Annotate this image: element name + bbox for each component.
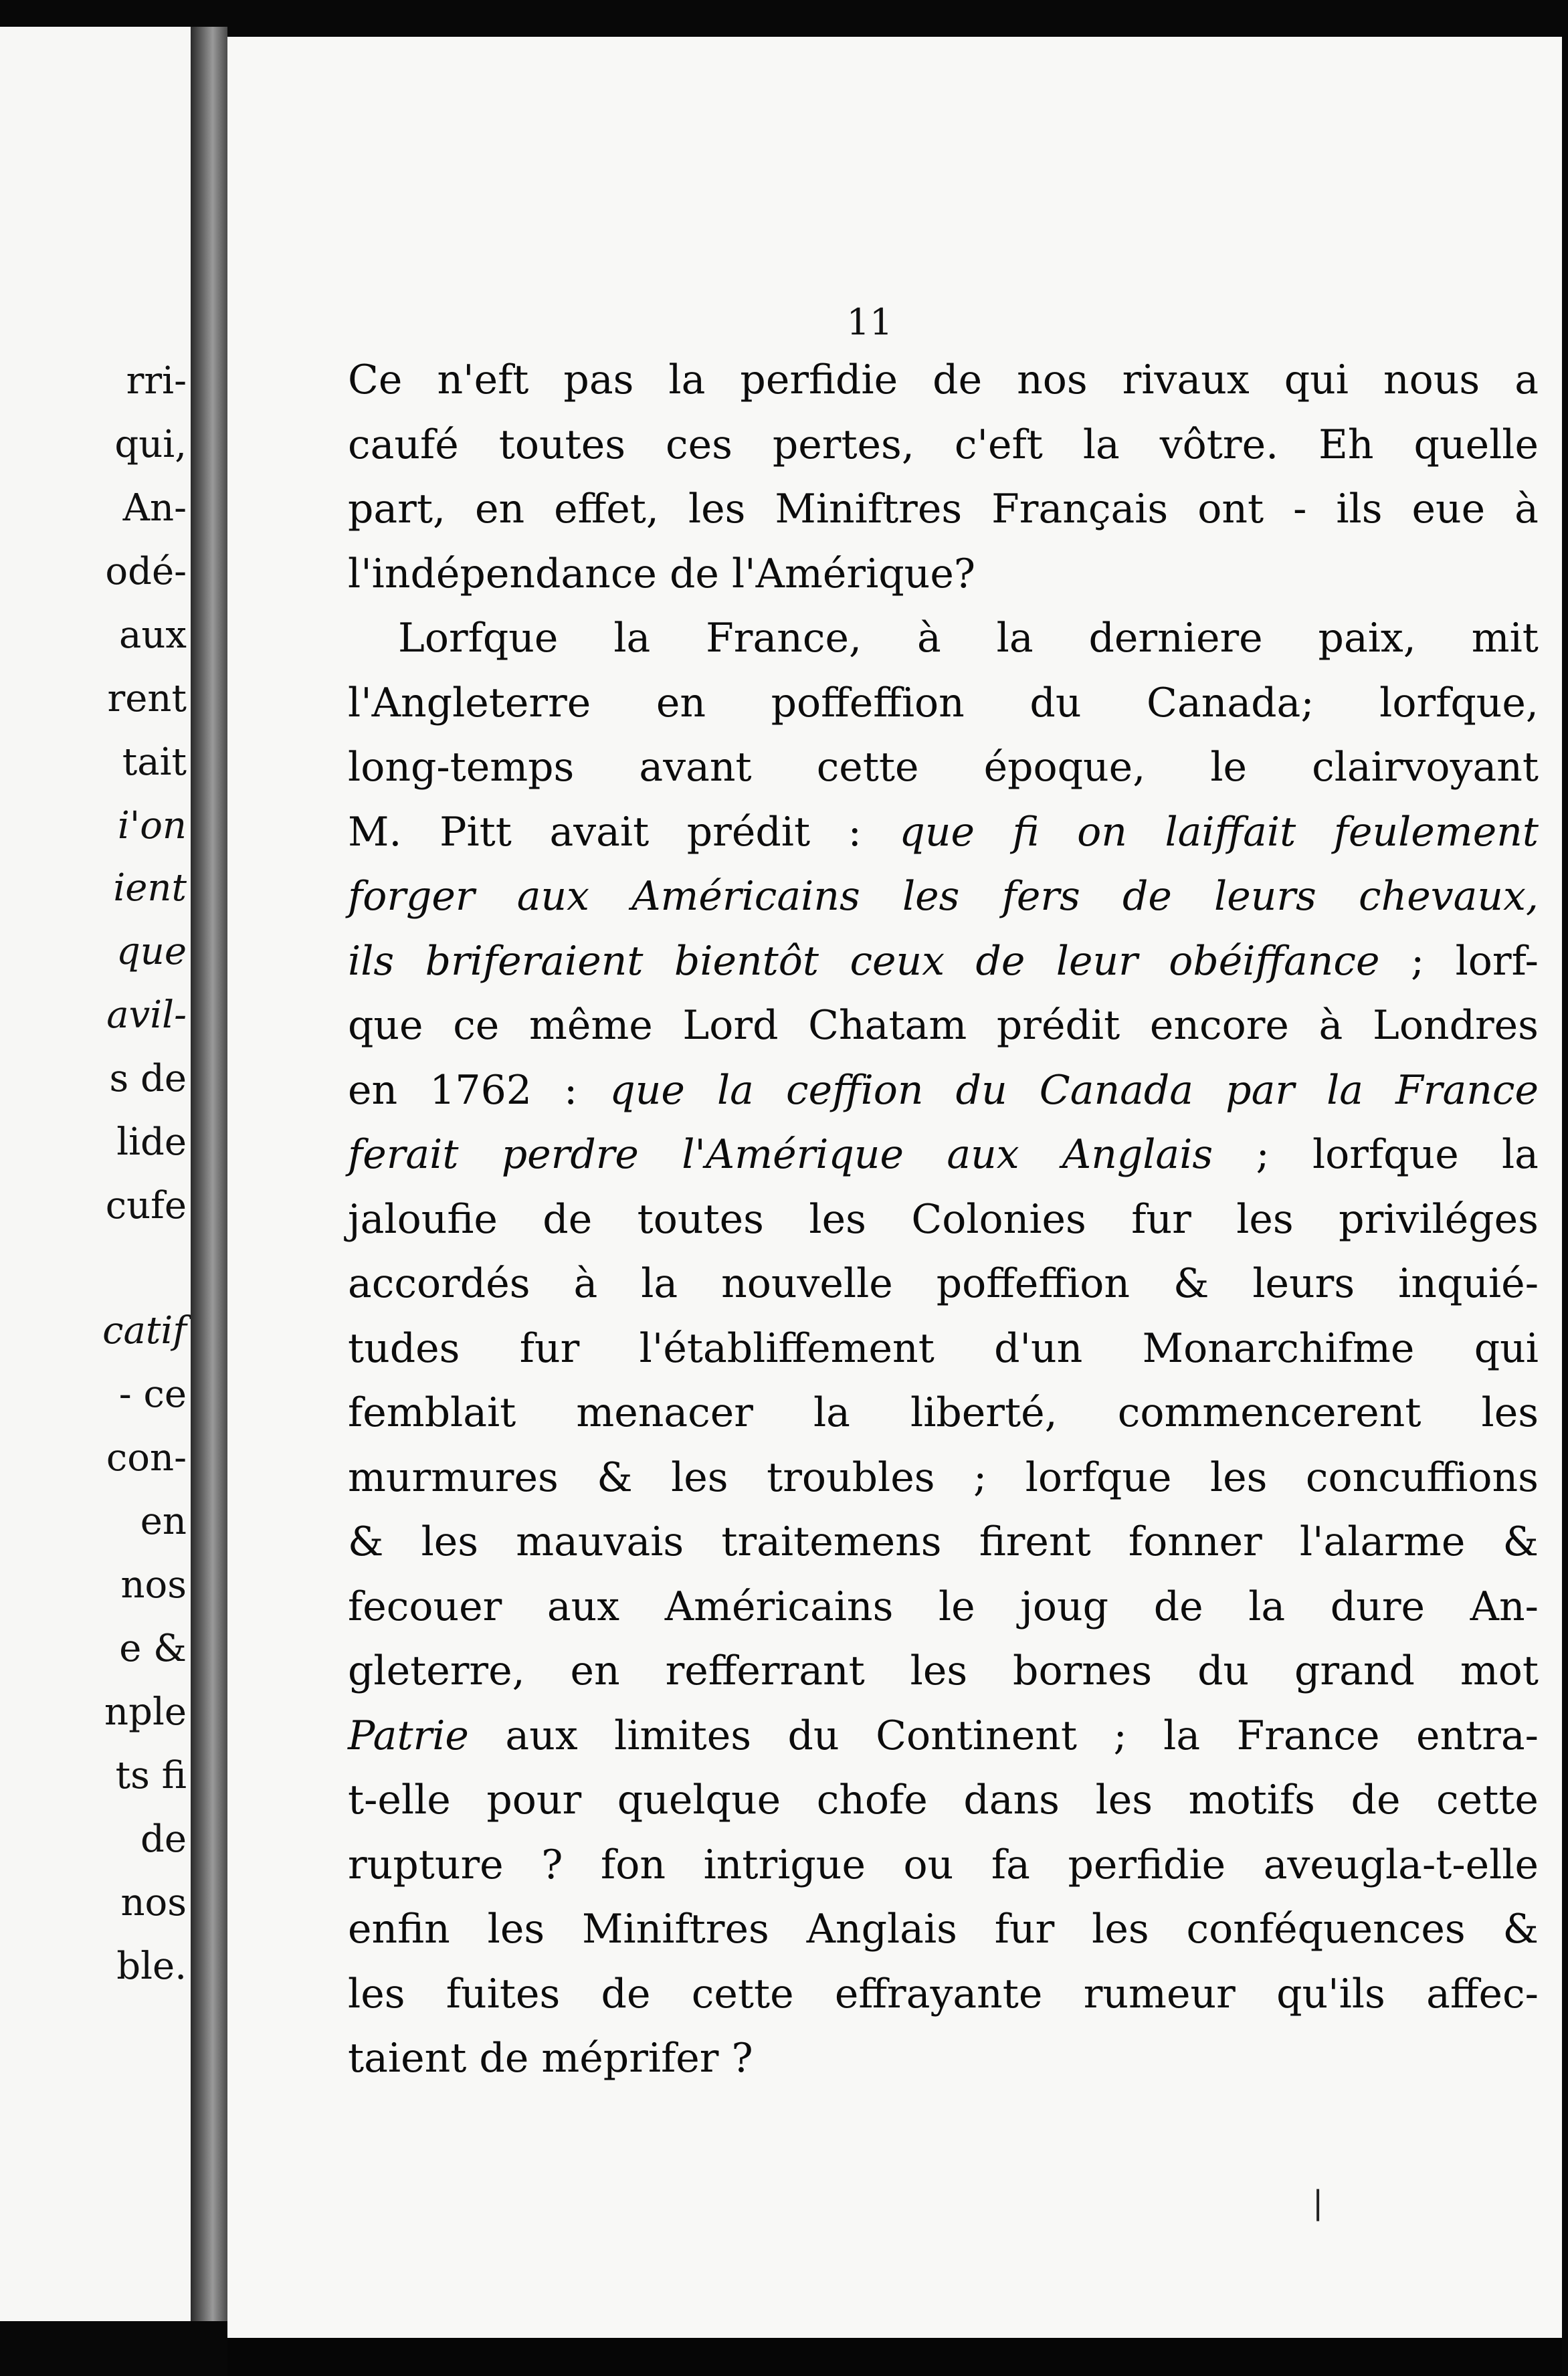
word: d'un xyxy=(994,1324,1083,1372)
word: France xyxy=(1236,1712,1380,1759)
word: la xyxy=(641,1260,678,1307)
word: lorf- xyxy=(1455,937,1539,985)
word: encore xyxy=(1149,1002,1289,1049)
word: en xyxy=(570,1648,620,1694)
previous-page-fragment xyxy=(0,27,191,2321)
word: & xyxy=(1502,1518,1539,1565)
word: la xyxy=(1327,1066,1364,1114)
word: forger xyxy=(348,873,475,920)
word: M. xyxy=(348,808,402,856)
word: Lord xyxy=(682,1002,779,1049)
word: rumeur xyxy=(1083,1970,1236,2017)
word: de xyxy=(1351,1777,1401,1823)
word: les xyxy=(809,1195,866,1243)
word: dure xyxy=(1330,1583,1426,1630)
word: & xyxy=(1173,1260,1209,1307)
word: paix, xyxy=(1318,615,1416,662)
word: l'établiffement xyxy=(639,1324,935,1372)
word: en xyxy=(475,486,525,532)
word: nos xyxy=(1017,357,1088,403)
word: du xyxy=(955,1066,1007,1114)
word: murmures xyxy=(348,1454,559,1501)
word: bientôt xyxy=(674,937,819,985)
word: Eh xyxy=(1318,421,1374,468)
word: de xyxy=(1153,1583,1203,1630)
text-line xyxy=(348,551,1539,615)
word: quelle xyxy=(1413,421,1539,468)
word: poffeffion xyxy=(771,679,965,726)
left-page-line-fragment: ts fi xyxy=(115,1754,187,1797)
word: les xyxy=(671,1454,728,1501)
word: le xyxy=(1210,744,1248,791)
left-page-line-fragment: aux xyxy=(118,613,187,657)
word: avant xyxy=(639,744,752,791)
word: la xyxy=(1163,1712,1201,1759)
word: à xyxy=(916,615,941,662)
word: - xyxy=(1293,486,1307,532)
word: n'eft xyxy=(437,357,529,403)
left-page-line-fragment: nos xyxy=(120,1563,187,1607)
word: prédit xyxy=(686,808,811,856)
left-page-line-fragment: con- xyxy=(106,1436,187,1480)
word: Lorfque xyxy=(398,615,559,662)
left-page-line-fragment: An- xyxy=(122,486,187,530)
word: en xyxy=(348,1066,398,1114)
word: ils xyxy=(1336,486,1383,532)
word: même xyxy=(528,1002,653,1049)
text-line xyxy=(348,938,1539,1003)
word: de xyxy=(1122,873,1172,920)
word: aux xyxy=(505,1712,578,1759)
word: jaloufie xyxy=(348,1195,498,1243)
word: feulement xyxy=(1333,808,1539,856)
word: firent xyxy=(979,1518,1091,1565)
word: que xyxy=(348,1002,423,1049)
word: mauvais xyxy=(516,1518,684,1565)
word: leurs xyxy=(1214,873,1316,920)
word: leur xyxy=(1056,937,1138,985)
text-line xyxy=(348,1454,1539,1519)
word: fonner xyxy=(1128,1518,1262,1565)
text-line xyxy=(348,809,1539,874)
word: Américains xyxy=(664,1583,894,1630)
word: qui xyxy=(1474,1324,1539,1372)
text-line xyxy=(348,2035,1539,2100)
left-page-line-fragment: ble. xyxy=(116,1945,187,1988)
left-page-line-fragment: - ce xyxy=(118,1373,187,1416)
word: quelque xyxy=(617,1777,781,1823)
word: caufé xyxy=(348,421,459,468)
word: inquié- xyxy=(1398,1260,1539,1307)
word: Londres xyxy=(1372,1002,1539,1049)
word: pertes, xyxy=(772,421,914,468)
word: priviléges xyxy=(1339,1195,1539,1243)
left-page-line-fragment: nple xyxy=(104,1690,187,1734)
word: les xyxy=(1209,1454,1268,1501)
left-page-line-fragment: nos xyxy=(120,1881,187,1924)
word: lorfque xyxy=(1312,1131,1459,1178)
word: nous xyxy=(1383,357,1480,403)
word: fecouer xyxy=(348,1583,502,1630)
word: intrigue xyxy=(703,1841,866,1888)
word: du xyxy=(1197,1648,1250,1694)
word: Canada xyxy=(1039,1066,1194,1114)
word: t-elle xyxy=(348,1777,451,1823)
word: les xyxy=(1095,1777,1153,1823)
word: fa xyxy=(991,1841,1030,1888)
word: de xyxy=(975,937,1025,985)
word: motifs xyxy=(1188,1777,1315,1823)
word: ; xyxy=(1256,1131,1270,1178)
word: poffeffion xyxy=(936,1260,1131,1307)
word: part, xyxy=(348,486,446,532)
word: que xyxy=(609,1066,685,1114)
word: la xyxy=(1248,1583,1286,1630)
word: par xyxy=(1226,1066,1295,1114)
word: Patrie xyxy=(348,1712,469,1759)
word: leurs xyxy=(1252,1260,1355,1307)
page-bottom-edge xyxy=(227,2338,1562,2376)
word: Pitt xyxy=(439,808,512,856)
left-page-line-fragment: lide xyxy=(116,1120,187,1164)
word: du xyxy=(1030,679,1082,726)
word: troubles xyxy=(767,1454,935,1501)
word: menacer xyxy=(576,1389,753,1436)
word: de xyxy=(933,357,983,403)
word: ? xyxy=(541,1841,563,1888)
word: qui xyxy=(1284,357,1349,403)
text-line xyxy=(348,615,1539,680)
word: grand xyxy=(1294,1648,1415,1694)
text-line xyxy=(348,1389,1539,1454)
word: c'eft xyxy=(954,421,1043,468)
text-line xyxy=(348,1648,1539,1712)
text-line xyxy=(348,744,1539,809)
word: chofe xyxy=(816,1777,928,1823)
text-line xyxy=(348,1842,1539,1906)
word: Monarchifme xyxy=(1142,1324,1415,1372)
text-line xyxy=(348,486,1539,551)
word: & xyxy=(1502,1906,1539,1953)
word: ; xyxy=(973,1454,987,1501)
word: du xyxy=(787,1712,840,1759)
word: les xyxy=(1092,1906,1149,1953)
word: perdre xyxy=(501,1131,639,1178)
word: ceffion xyxy=(786,1066,924,1114)
word: & xyxy=(348,1518,384,1565)
word: les xyxy=(902,873,960,920)
left-page-line-fragment: rent xyxy=(107,677,187,720)
word: ces xyxy=(665,421,732,468)
stray-mark: ❘ xyxy=(1304,2184,1332,2221)
word: nouvelle xyxy=(721,1260,893,1307)
word: concuffions xyxy=(1305,1454,1539,1501)
left-page-line-fragment: i'on xyxy=(117,804,187,848)
word: France xyxy=(1395,1066,1539,1114)
word: long-temps xyxy=(348,744,575,791)
word: lorfque xyxy=(1025,1454,1172,1501)
word: ils xyxy=(348,937,395,985)
left-page-line-fragment: que xyxy=(116,930,187,973)
word: : xyxy=(848,808,862,856)
left-page-line-fragment: qui, xyxy=(114,423,187,466)
word: les xyxy=(1481,1389,1539,1436)
word: avait xyxy=(549,808,650,856)
text-line xyxy=(348,1583,1539,1648)
word: à xyxy=(1514,486,1539,532)
word: vôtre. xyxy=(1159,421,1279,468)
text-line xyxy=(348,1325,1539,1390)
word: les xyxy=(421,1518,479,1565)
word: que xyxy=(899,808,975,856)
text-line xyxy=(348,873,1539,938)
word: ceux xyxy=(850,937,945,985)
left-page-line-fragment: odé- xyxy=(105,550,187,593)
text-line xyxy=(348,1777,1539,1842)
word: Américains xyxy=(631,873,860,920)
word: 1762 xyxy=(429,1066,532,1114)
text-line xyxy=(348,1002,1539,1067)
word: bornes xyxy=(1013,1648,1153,1694)
text-line xyxy=(348,357,1539,421)
word: obéiffance xyxy=(1169,937,1380,985)
word: toutes xyxy=(498,421,625,468)
word: accordés xyxy=(348,1260,530,1307)
word: la xyxy=(668,357,706,403)
word: ferait xyxy=(348,1131,459,1178)
word: époque, xyxy=(983,744,1146,791)
word: traitemens xyxy=(721,1518,942,1565)
word: de xyxy=(601,1970,651,2017)
body-text xyxy=(348,357,1539,2100)
word: Colonies xyxy=(911,1195,1086,1243)
word: mot xyxy=(1460,1648,1539,1694)
word: femblait xyxy=(348,1389,516,1436)
word: joug xyxy=(1020,1583,1109,1630)
word: commencerent xyxy=(1117,1389,1422,1436)
word: effrayante xyxy=(834,1970,1043,2017)
word: rupture xyxy=(348,1841,504,1888)
word: l'Amérique xyxy=(682,1131,904,1178)
left-page-line-fragment: avil- xyxy=(106,993,187,1037)
word: a xyxy=(1514,357,1539,403)
left-page-line-fragment: ient xyxy=(113,866,187,910)
word: Canada; xyxy=(1147,679,1314,726)
word: la xyxy=(1501,1131,1539,1178)
word: mit xyxy=(1471,615,1539,662)
word: cette xyxy=(1436,1777,1539,1823)
word: l'alarme xyxy=(1299,1518,1466,1565)
word: dans xyxy=(963,1777,1060,1823)
left-page-line-fragment: catif xyxy=(102,1309,187,1353)
word: pour xyxy=(486,1777,582,1823)
word: fi xyxy=(1012,808,1040,856)
word: fur xyxy=(1131,1195,1191,1243)
word: pas xyxy=(563,357,634,403)
word: les xyxy=(348,1970,405,2017)
left-page-line-fragment: tait xyxy=(122,740,187,784)
word: affec- xyxy=(1426,1970,1539,2017)
word: derniere xyxy=(1088,615,1263,662)
word: la xyxy=(716,1066,754,1114)
word: enfin xyxy=(348,1906,450,1953)
word: cette xyxy=(691,1970,794,2017)
text-line xyxy=(348,421,1539,486)
word: limites xyxy=(614,1712,752,1759)
word: la xyxy=(813,1389,850,1436)
word: chevaux, xyxy=(1359,873,1539,920)
word: An- xyxy=(1470,1583,1539,1630)
text-line xyxy=(348,1906,1539,1971)
word: la xyxy=(613,615,651,662)
text-line xyxy=(348,680,1539,745)
word: Anglais xyxy=(1062,1131,1213,1178)
text-line xyxy=(348,1971,1539,2036)
text-segment: l'indépendance de l'Amérique? xyxy=(348,550,975,597)
word: les xyxy=(910,1648,968,1694)
word: on xyxy=(1077,808,1127,856)
text-segment: taient de méprifer ? xyxy=(348,2035,753,2082)
text-line xyxy=(348,1067,1539,1132)
word: les xyxy=(487,1906,545,1953)
word: fur xyxy=(519,1324,580,1372)
word: à xyxy=(573,1260,598,1307)
word: briferaient xyxy=(425,937,644,985)
word: effet, xyxy=(554,486,659,532)
word: gleterre, xyxy=(348,1648,525,1694)
word: & xyxy=(597,1454,633,1501)
word: de xyxy=(543,1195,593,1243)
word: entra- xyxy=(1415,1712,1539,1759)
word: fon xyxy=(601,1841,666,1888)
word: ce xyxy=(453,1002,500,1049)
word: perfidie xyxy=(1068,1841,1226,1888)
book-gutter xyxy=(191,27,227,2321)
current-page xyxy=(227,37,1562,2338)
word: les xyxy=(688,486,746,532)
word: ou xyxy=(903,1841,954,1888)
text-line xyxy=(348,1196,1539,1261)
word: conféquences xyxy=(1186,1906,1466,1953)
word: Chatam xyxy=(808,1002,967,1049)
word: Miniftres xyxy=(582,1906,769,1953)
word: ont xyxy=(1197,486,1264,532)
left-page-line-fragment: cufe xyxy=(105,1184,187,1227)
word: en xyxy=(656,679,706,726)
word: toutes xyxy=(637,1195,764,1243)
page-number: 11 xyxy=(846,301,893,343)
word: aux xyxy=(947,1131,1019,1178)
text-line xyxy=(348,1260,1539,1325)
word: les xyxy=(1236,1195,1294,1243)
word: aux xyxy=(547,1583,620,1630)
word: ; xyxy=(1113,1712,1127,1759)
word: rivaux xyxy=(1122,357,1250,403)
word: clairvoyant xyxy=(1312,744,1539,791)
word: tudes xyxy=(348,1324,460,1372)
left-page-line-fragment: de xyxy=(140,1817,187,1861)
word: : xyxy=(564,1066,578,1114)
text-line xyxy=(348,1712,1539,1777)
word: eue xyxy=(1411,486,1486,532)
word: perfidie xyxy=(740,357,898,403)
word: fuites xyxy=(446,1970,561,2017)
left-page-line-fragment: s de xyxy=(109,1057,187,1100)
word: l'Angleterre xyxy=(348,679,591,726)
word: Français xyxy=(991,486,1169,532)
word: le xyxy=(938,1583,975,1630)
word: à xyxy=(1318,1002,1343,1049)
word: refferrant xyxy=(665,1648,865,1694)
word: la xyxy=(1082,421,1120,468)
word: ; xyxy=(1410,937,1425,985)
word: France, xyxy=(706,615,862,662)
text-line xyxy=(348,1518,1539,1583)
word: liberté, xyxy=(910,1389,1058,1436)
word: lorfque, xyxy=(1379,679,1539,726)
word: prédit xyxy=(996,1002,1120,1049)
word: Miniftres xyxy=(775,486,963,532)
word: la xyxy=(996,615,1034,662)
word: laiffait xyxy=(1165,808,1296,856)
word: Ce xyxy=(348,357,403,403)
word: fers xyxy=(1001,873,1080,920)
text-line xyxy=(348,1131,1539,1196)
left-page-line-fragment: e & xyxy=(119,1627,187,1670)
word: qu'ils xyxy=(1276,1970,1385,2017)
word: Continent xyxy=(876,1712,1077,1759)
word: Anglais xyxy=(806,1906,957,1953)
word: fur xyxy=(994,1906,1055,1953)
left-page-line-fragment: rri- xyxy=(126,359,187,403)
left-page-line-fragment: en xyxy=(140,1500,187,1543)
word: aveugla-t-elle xyxy=(1263,1841,1539,1888)
word: cette xyxy=(816,744,919,791)
word: aux xyxy=(516,873,590,920)
